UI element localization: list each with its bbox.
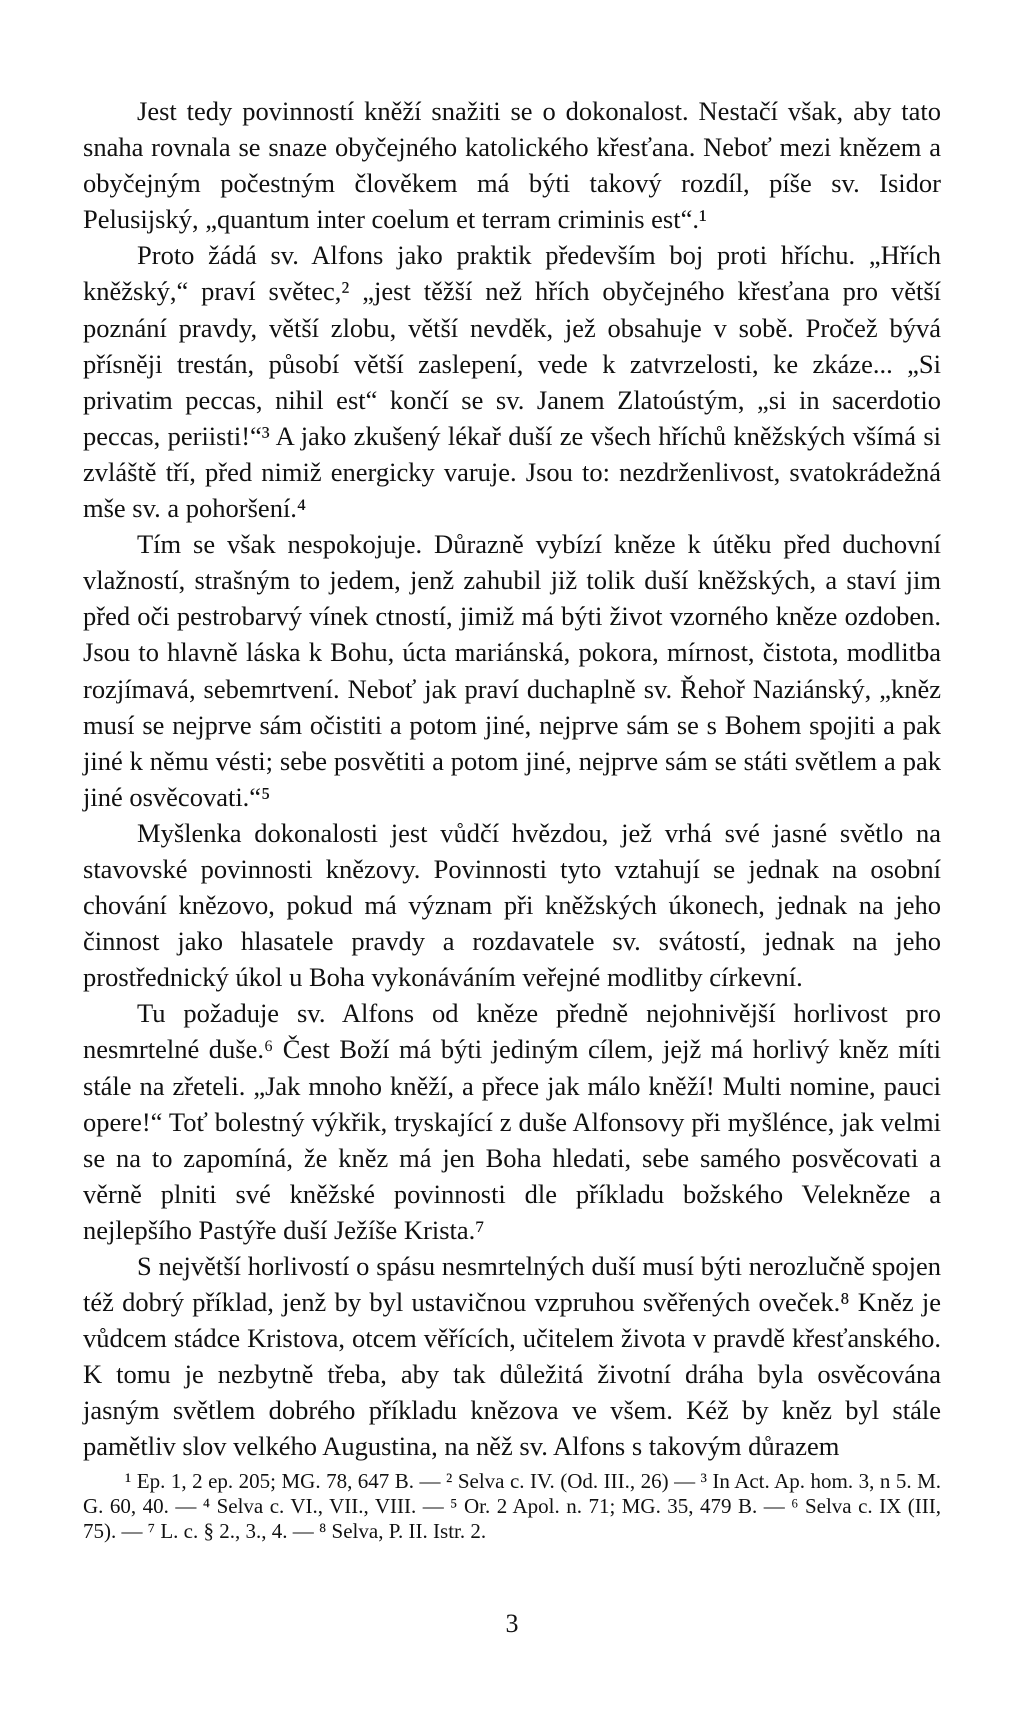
paragraph: Jest tedy povinností kněží snažiti se o dokonalost. Nestačí však, aby tato snaha rovnala se snaze obyčejného katolického křesťana. Neboť mezi knězem a obyčejným počestným člověkem má býti takový rozdíl, píše sv. Isidor Pelusijský, „quantum inter coelum et terram criminis est“.¹ xyxy=(83,96,941,235)
paragraph: Tu požaduje sv. Alfons od kněze předně nejohnivější horlivost pro nesmrtelné duše.⁶ Čest Boží má býti jediným cílem, jejž má horlivý kněz míti stále na zřeteli. „Jak mnoho kněží, a přece jak málo kněží! Multi nomine, pauci opere!“ Toť bolestný výkřik, tryskající z duše Alfonsovy při myšlénce, jak velmi se na to zapomíná, že kněz má jen Boha hledati, sebe samého posvěcovati a věrně plniti své kněžské povinnosti dle příkladu božského Velekněze a nejlepšího Pastýře duší Ježíše Krista.⁷ xyxy=(83,998,941,1245)
paragraph: Tím se však nespokojuje. Důrazně vybízí kněze k útěku před duchovní vlažností, strašným to jedem, jenž zahubil již tolik duší kněžských, a staví jim před oči pestrobarvý vínek ctností, jimiž má býti život vzorného kněze ozdoben. Jsou to hlavně láska k Bohu, úcta mariánská, pokora, mírnost, čistota, modlitba rozjímavá, sebemrtvení. Neboť jak praví duchaplně sv. Řehoř Naziánský, „kněz musí se nejprve sám očistiti a potom jiné, nejprve sám se s Bohem spojiti a pak jiné k němu vésti; sebe posvětiti a potom jiné, nejprve sám se státi světlem a pak jiné osvěcovati.“⁵ xyxy=(83,529,941,812)
body-text xyxy=(83,93,941,1465)
paragraph: Myšlenka dokonalosti jest vůdčí hvězdou, jež vrhá své jasné světlo na stavovské povinnosti knězovy. Povinnosti tyto vztahují se jednak na osobní chování knězovo, pokud má význam při kněžských úkonech, jednak na jeho činnost jako hlasatele pravdy a rozdavatele sv. svátostí, jednak na jeho prostřednický úkol u Boha vykonáváním veřejné modlitby církevní. xyxy=(83,817,941,993)
footnote-text: ¹ Ep. 1, 2 ep. 205; MG. 78, 647 B. — ² Selva c. IV. (Od. III., 26) — ³ In Act. Ap. hom. 3, n 5. M. G. 60, 40. — ⁴ Selva c. VI., VII., VIII. — ⁵ Or. 2 Apol. n. 71; MG. 35, 479 B. — ⁶ Selva c. IX (III, 75). — ⁷ L. c. § 2., 3., 4. — ⁸ Selva, P. II. Istr. 2. xyxy=(83,1469,941,1543)
paragraph: Proto žádá sv. Alfons jako praktik především boj proti hříchu. „Hřích kněžský,“ praví světec,² „jest těžší než hřích obyčejného křesťana pro větší poznání pravdy, větší zlobu, větší nevděk, jež obsahuje v sobě. Pročež bývá přísněji trestán, působí větší zaslepení, vede k zatvrzelosti, ke zkáze... „Si privatim peccas, nihil est“ končí se sv. Janem Zlatoústým, „si in sacerdotio peccas, periisti!“³ A jako zkušený lékař duší ze všech hříchů kněžských všímá si zvláště tří, před nimiž energicky varuje. Jsou to: nezdrženlivost, svatokrádežná mše sv. a pohoršení.⁴ xyxy=(83,240,941,524)
footnotes xyxy=(83,1469,941,1544)
paragraph: S největší horlivostí o spásu nesmrtelných duší musí býti nerozlučně spojen též dobrý příklad, jenž by byl ustavičnou vzpruhou svěřených oveček.⁸ Kněz je vůdcem stádce Kristova, otcem věřících, učitelem života v pravdě křesťanského. K tomu je nezbytně třeba, aby tak důležitá životní dráha byla osvěcována jasným světlem dobrého příkladu knězova ve všem. Kéž by kněz byl stále pamětliv slov velkého Augustina, na něž sv. Alfons s takovým důrazem xyxy=(83,1251,941,1462)
page-number: 3 xyxy=(505,1609,519,1638)
